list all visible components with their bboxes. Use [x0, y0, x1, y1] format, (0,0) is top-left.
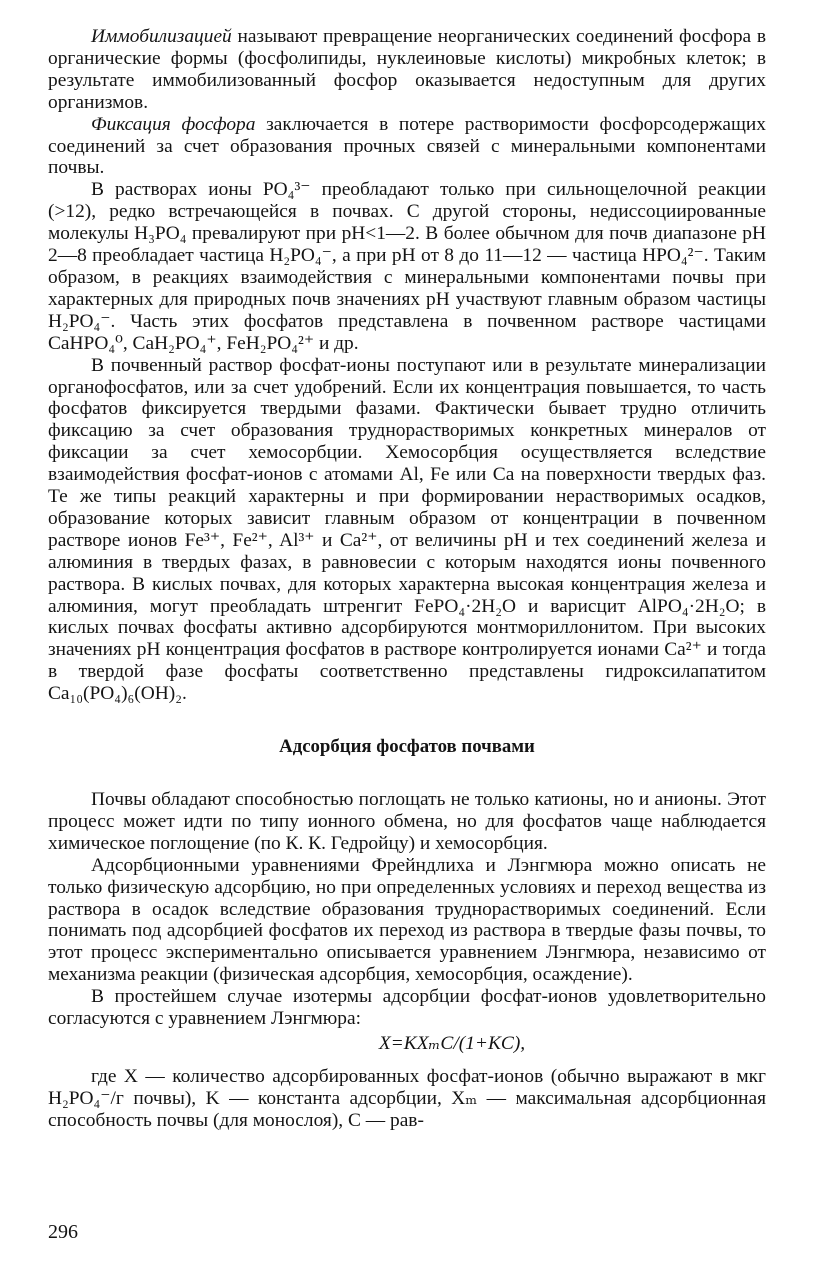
- paragraph-soil-solution: В почвенный раствор фосфат-ионы поступают или в результате минерализации органофосфатов, или за счет удобрений. Если их концентрация повышается, то часть фосфатов фиксируется твердыми фазами. Фактически бывает трудно отличить фиксацию за счет образования труднорастворимых конкретных минералов от фиксации за счет хемосорбции. Хемосорбция осуществляется вследствие взаимодействия фосфат-ионов с атомами Al, Fe или Ca на поверхности твердых фаз. Те же типы реакций характерны и при формировании нерастворимых осадков, образование которых зависит главным образом от концентрации в почвенном растворе ионов Fe³⁺, Fe²⁺, Al³⁺ и Ca²⁺, от величины pH и тех соединений железа и алюминия в твердых фазах, в равновесии с которым находятся ионы почвенного раствора. В кислых почвах, для которых характерна высокая концентрация железа и алюминия, могут преобладать штренгит FePO₄·2H₂O и варисцит AlPO₄·2H₂O; в кислых почвах фосфаты активно адсорбируются монтмориллонитом. При высоких значениях pH концентрация фосфатов в растворе контролируется ионами Ca²⁺ и тогда в твердой фазе фосфаты соответственно представлены гидроксилапатитом Ca₁₀(PO₄)₆(OH)₂.: [48, 354, 766, 705]
- term-fixation: Фиксация фосфора: [91, 113, 256, 135]
- langmuir-formula: X=KXₘC/(1+KC),: [378, 1032, 526, 1054]
- paragraph-anion-absorption: Почвы обладают способностью поглощать не только катионы, но и анионы. Этот процесс может идти по типу ионного обмена, но для фосфатов чаще наблюдается химическое поглощение (по К. К. Гедройцу) и хемосорбция.: [48, 789, 766, 854]
- paragraph-ions-ph: В растворах ионы PO₄³⁻ преобладают только при сильнощелочной реакции (>12), редко встречающейся в почвах. С другой стороны, недиссоциированные молекулы H₃PO₄ превалируют при pH<1—2. В более обычном для почв диапазоне pH 2—8 преобладает частица H₂PO₄⁻, а при pH от 8 до 11—12 — частица HPO₄²⁻. Таким образом, в реакциях взаимодействия с минеральными компонентами почвы при характерных для природных почв значениях pH участвуют главным образом частицы H₂PO₄⁻. Часть этих фосфатов представлена в почвенном растворе частицами CaHPO₄⁰, CaH₂PO₄⁺, FeH₂PO₄²⁺ и др.: [48, 179, 766, 354]
- paragraph-immobilization: [48, 26, 766, 114]
- paragraph-variables: где X — количество адсорбированных фосфат-ионов (обычно выражают в мкг H₂PO₄⁻/г почвы), K — константа адсорбции, Xₘ — максимальная адсорбционная способность почвы (для монослоя), C — рав-: [48, 1065, 766, 1131]
- page-body: [48, 26, 766, 1132]
- term-immobilization: Иммобилизацией: [91, 26, 232, 47]
- paragraph-fixation: [48, 114, 766, 180]
- paragraph-text: называют превращение неорганических соединений фосфора в органические формы (фосфолипиды, нуклеиновые кислоты) микробных клеток; в результате иммобилизованный фосфор оказывается недоступным для других организмов.: [48, 26, 766, 113]
- paragraph-adsorption-equations: Адсорбционными уравнениями Фрейндлиха и Лэнгмюра можно описать не только физическую адсорбцию, но при определенных условиях и переход вещества из раствора в осадок вследствие образования труднорастворимых соединений. Если понимать под адсорбцией фосфатов их переход из раствора в твердые фазы почвы, то этот процесс экспериментально описывается уравнением Лэнгмюра, независимо от механизма реакции (физическая адсорбция, хемосорбция, осаждение).: [48, 854, 766, 986]
- paragraph-isotherm: В простейшем случае изотермы адсорбции фосфат-ионов удовлетворительно согласуются с уравнением Лэнгмюра:: [48, 986, 766, 1030]
- paragraph-text: заключается в потере растворимости фосфорсодержащих соединений за счет образования прочных связей с минеральными компонентами почвы.: [48, 113, 766, 179]
- section-heading: Адсорбция фосфатов почвами: [279, 736, 535, 758]
- page-number: 296: [48, 1221, 78, 1243]
